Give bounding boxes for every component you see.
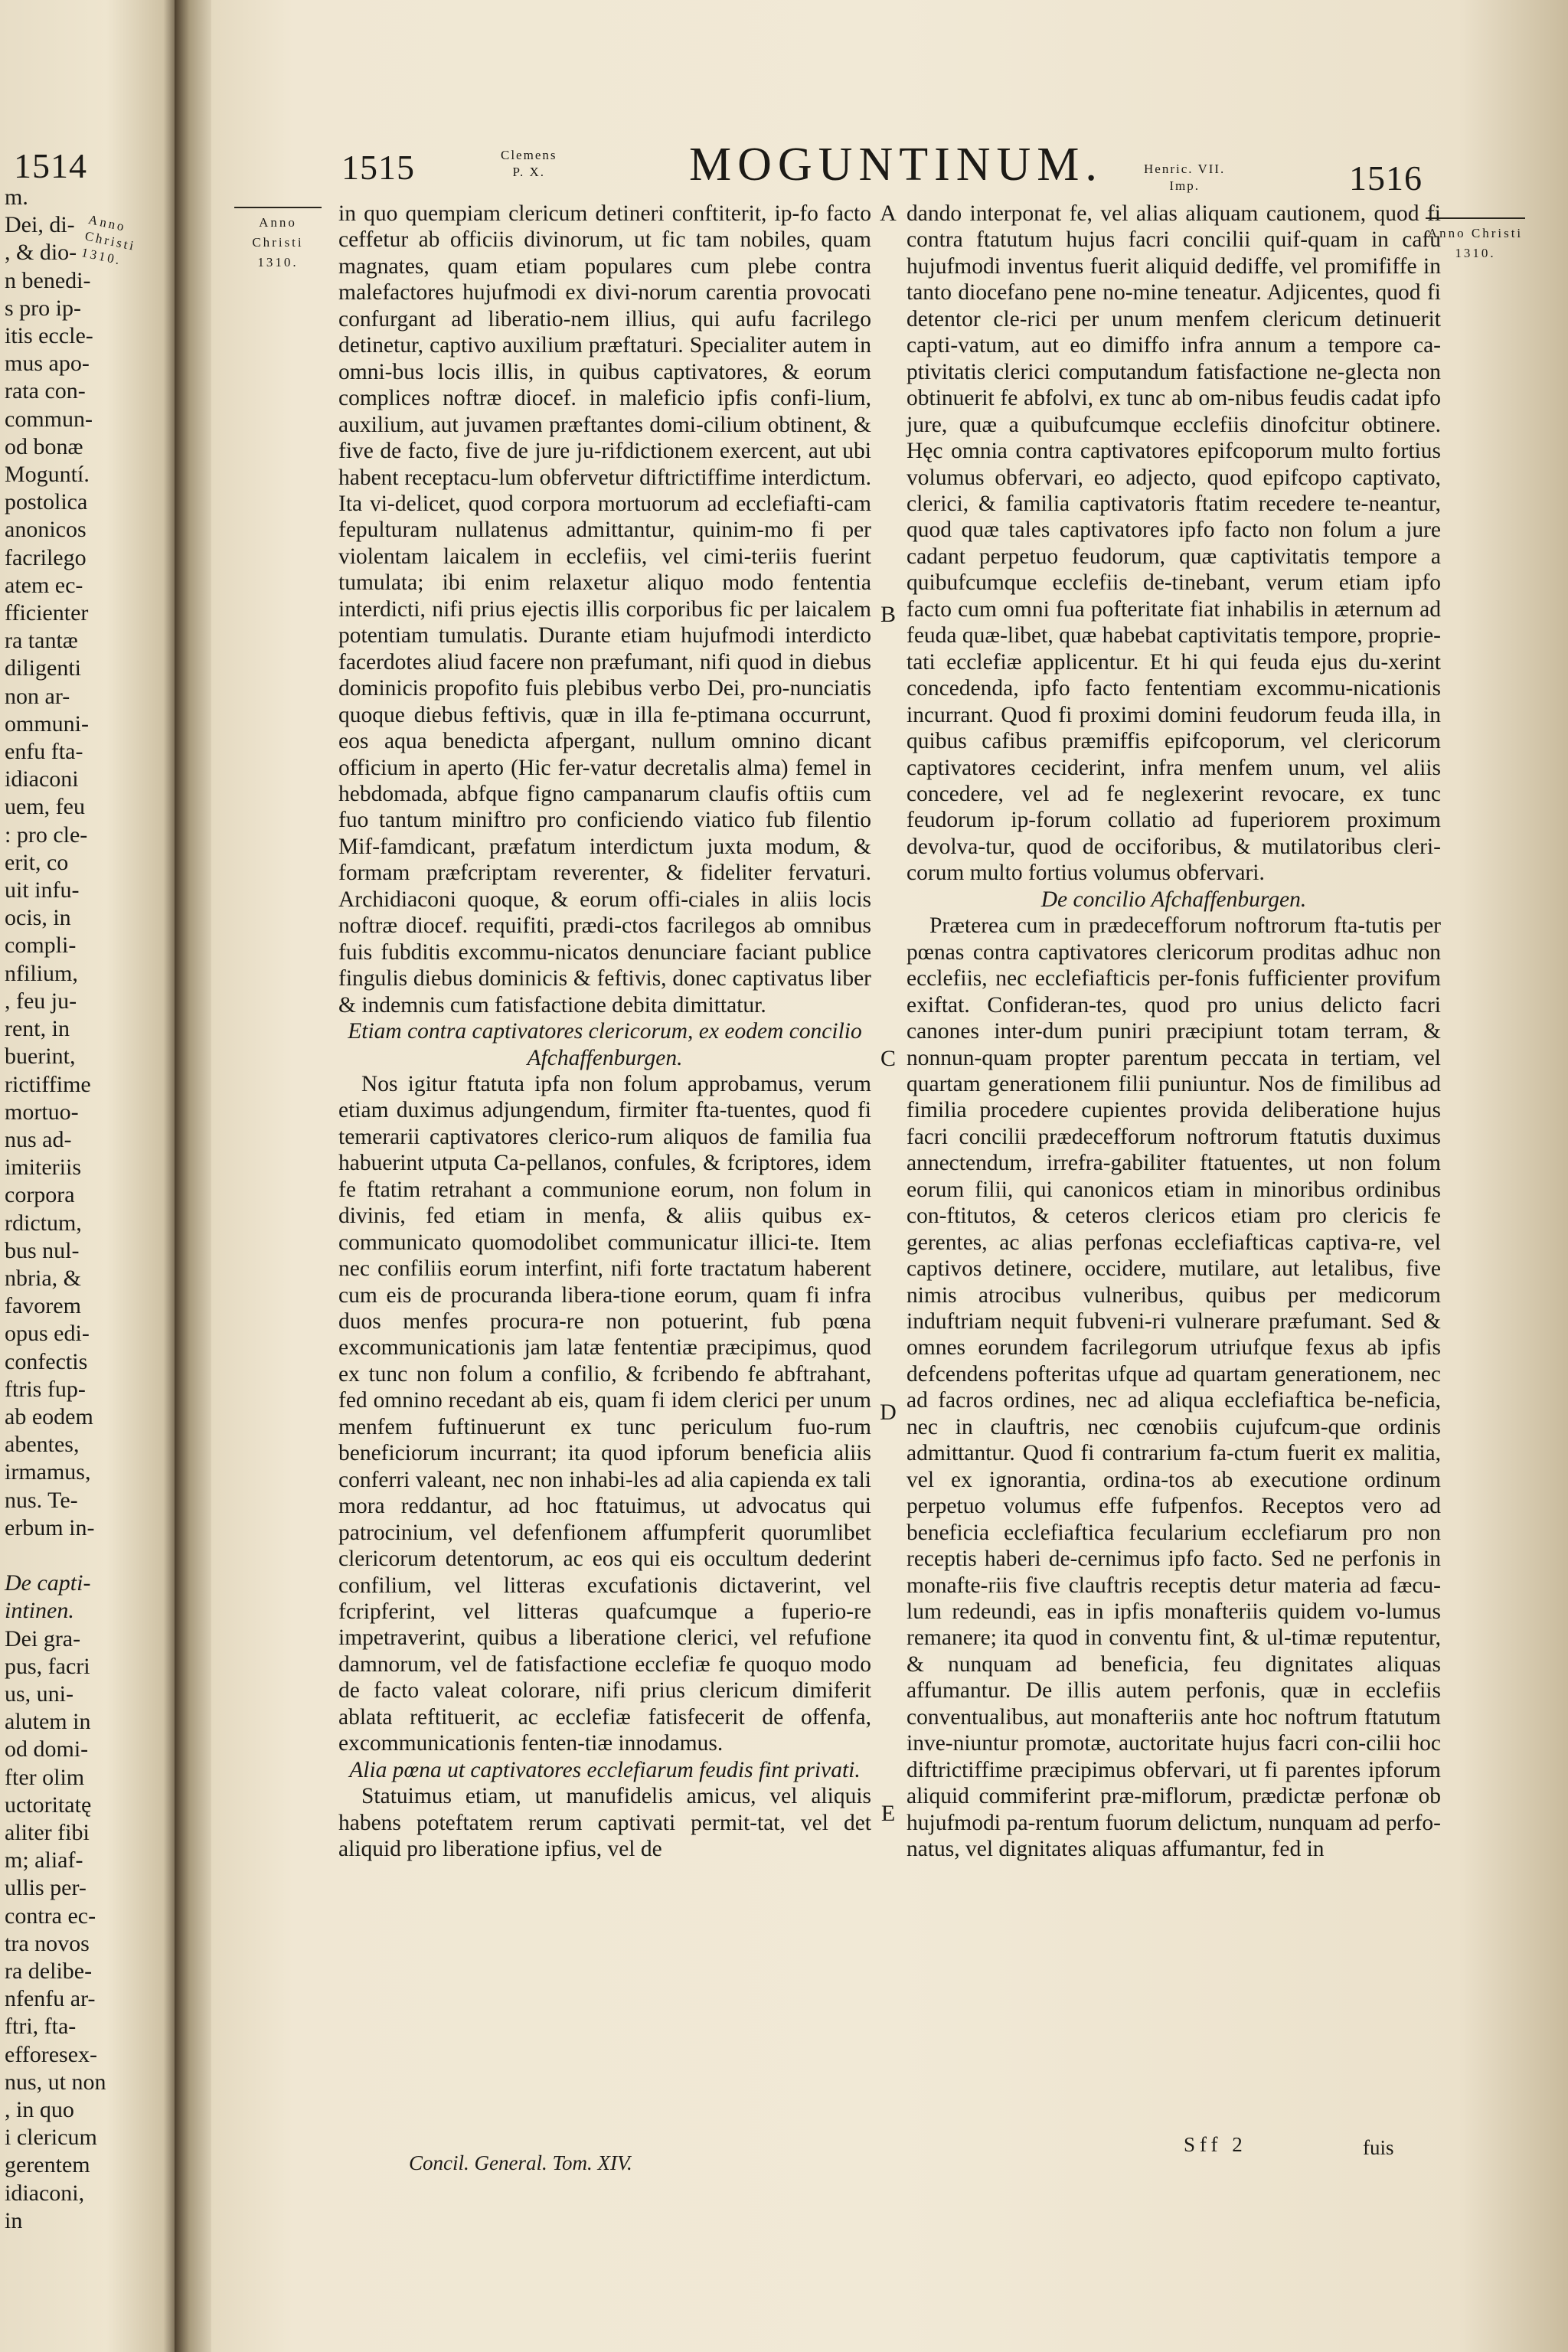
section-letter-d: D — [880, 1400, 897, 1425]
left-page-line: m. — [5, 185, 28, 210]
section-letter-b: B — [880, 602, 896, 627]
text-column-right — [906, 201, 1441, 1863]
left-page-margin-note: Anno Christi 1310. — [80, 211, 138, 268]
left-page-line: ftris fup- — [5, 1376, 86, 1402]
left-page-line: in — [5, 2207, 23, 2233]
left-page-line: compli- — [5, 933, 77, 959]
left-page-line: ab eodem — [5, 1403, 93, 1429]
emperor-name: Henric. VII. — [1144, 162, 1226, 176]
left-page-line: s pro ip- — [5, 295, 81, 321]
left-page-line: idiaconi — [5, 766, 79, 792]
left-page-line: , & dio- — [5, 240, 77, 266]
left-page-line: , feu ju- — [5, 988, 77, 1014]
left-page-line — [5, 1542, 93, 1570]
paragraph: Statuimus etiam, ut manufidelis amicus, vel aliquis habens poteftatem rerum captivati permit-tat, vel det aliquid pro liberatione ipfius, vel de — [338, 1784, 871, 1862]
left-page-line: Dei, di- — [5, 212, 75, 238]
right-page — [211, 0, 1568, 2352]
left-page-line: uctoritatę — [5, 1792, 92, 1818]
left-page-line: idiaconi, — [5, 2180, 85, 2206]
margin-note-left: Anno Christi 1310. — [234, 207, 322, 273]
left-page-line: contra ec- — [5, 1903, 96, 1929]
left-page-line: irmamus, — [5, 1459, 91, 1485]
left-page-line: aliter fibi — [5, 1819, 90, 1845]
left-page-line: fficienter — [5, 600, 89, 626]
left-page-line: imiteriis — [5, 1155, 81, 1181]
paragraph: in quo quempiam clericum detineri conftiterit, ip-fo facto ceffetur ab officiis divinorum, ut fic tam nobiles, quam magnates, quam etiam populares cum plebe contra malefactores hujufmodi ex divi-norum carentia provocati confurgant ad liberatio-nem illius, qui aufu facrilego detinetur, captivo auxilium præftaturi. Specialiter autem in omni-bus locis illis, in quibus captivatores, & eorum complices noftræ diocef. in maleficio ipfis confi-lium, auxilium, aut juvamen præftantes domi-cilium obtinent, & five de facto, five de jure ju-rifdictionem exercent, aut ubi habent receptacu-lum obfervetur diftrictiffime interdictum. Ita vi-delicet, quod corpora mortuorum ad ecclefiafti-cam fepulturam nullatenus admittantur, quinim-mo fi per violentam laicalem in ecclefiis, vel cimi-teriis fuerint tumulata; ibi enim relaxetur aliquo modo fententia interdicti, nifi prius ejectis illis corporibus fic per laicalem potentiam tumulatis. Durante etiam hujufmodi interdicto facerdotes aliud facere non præfumant, nifi quod in diebus dominicis propofito fuis plebibus verbo Dei, pro-nunciatis quoque diebus feftivis, quæ in illa fe-ptimana occurrunt, eos aqua benedicta afpergant, nullum omnino dicant officium in aperto (Hic fer-vatur decretalis alma) femel in hebdomada, abfque figno campanarum claufis oftiis cum fuo tantum miniftro pro conficiendo viatico fub filentio Mif-famdicant, præfatum interdictum juxta modum, & formam præfcriptam reverenter, & fideliter fervaturi. Archidiaconi quoque, & eorum offi-ciales in aliis locis noftræ diocef. requifiti, prædi-ctos facrilegos ab omnibus fuis fubditis excommu-nicatos denunciare faciant publice fingulis diebus dominicis & feftivis, donec captivatus liber & indemnis cum fatisfactione debita dimittatur. — [338, 201, 871, 1018]
left-page-line: itis eccle- — [5, 323, 93, 349]
left-page-line: n benedi- — [5, 267, 91, 293]
paragraph: dando interponat fe, vel alias aliquam cautionem, quod fi contra ftatutum hujus facri concilii quif-quam in cafu hujufmodi inventus fuerit aliquid dediffe, vel promififfe in tanto diocefano pene no-mine teneatur. Adjicentes, quod fi detentor cle-rici per unum menfem clericum detinuerit capti-vatum, aut eo dimiffo infra annum a tempore ca-ptivitatis clerici computandum fatisfactione ne-glecta non obtinuerit fe abfolvi, ex tunc ab om-nibus feudis cadat ipfo jure, quæ a quibufcumque ecclefiis dinofcitur obtinere. Hęc omnia contra captivatores epifcoporum multo fortius volumus obfervari, eo adjecto, quod epifcopo captivato, clerici, & familia captivatoris ftatim recedere te-neantur, quod quæ tales captivatores ipfo facto non folum a jure cadant perpetuo feudorum, quæ captivitatis tempore a quibufcumque ecclefiis de-tinebant, verum etiam ipfo facto cum omni fua pofteritate fiat inhabilis in æternum ad feuda quæ-libet, quæ habebat captivitatis tempore, proprie-tati ecclefiæ applicentur. Et hi qui feuda ejus du-xerint concedenda, ipfo facto fententiam excommu-nicationis incurrant. Quod fi proximi domini feudorum feuda illa, in quibus cafibus præmiffis epifcoporum, vel clericorum captivatores ceciderint, infra menfem unum, vel aliis concedere, vel ad fe neglexerint revocare, ex tunc feudorum ip-forum collatio ad fuperiorem proximum devolva-tur, quod de occiforibus, & mutilatoribus cleri-corum multo fortius volumus obfervari. — [906, 201, 1441, 886]
section-heading: De concilio Afchaffenburgen. — [1040, 887, 1307, 912]
left-page-line: uem, feu — [5, 794, 85, 820]
left-page-line: commun- — [5, 406, 93, 432]
footer-catchword: fuis — [1363, 2136, 1394, 2159]
left-page-line: rent, in — [5, 1016, 70, 1042]
left-page-line: favorem — [5, 1293, 81, 1319]
text-column-left — [338, 201, 871, 1863]
section-letter-e: E — [880, 1801, 896, 1826]
emperor-title: Imp. — [1169, 178, 1200, 193]
left-page-line: ra delibe- — [5, 1958, 93, 1984]
left-page-line: fter olim — [5, 1764, 85, 1790]
left-page-line: intinen. — [5, 1598, 74, 1624]
paragraph: Præterea cum in prædecefforum noftrorum fta-tutis per pœnas contra captivatores clericorum proditas adhuc non ecclefiis, nec ecclefiafticis per-fonis fufficienter provifum exiftat. Confideran-tes, quod pro unius delicto facri canones inter-dum puniri præcipiunt totam terram, & nonnun-quam propter parentum peccata in tertiam, vel quartam generationem filii puniuntur. Nos de fimilibus ad fimilia procedere cupientes provida deliberatione hujus facri concilii prædecefforum noftrorum ftatutis duximus annectendum, irrefra-gabiliter ftatuentes, ut non folum eorum filii, qui canonicos etiam in minoribus ordinibus con-ftitutos, & ceteros clericos etiam pro clericis fe gerentes, ac alias perfonas ecclefiafticas captiva-re, vel captivos detinere, occidere, mutilare, aut letalibus, five nimis atrocibus vulneribus, quibus per medicorum induftriam nequit fubveni-ri vulnerare præfumant. Sed & omnes eorundem facrilegorum utriufque fexus ab ipfis defcendens pofteritas ufque ad quartam generationem, nec ad facros ordines, nec ad aliqua ecclefiaftica be-neficia, nec in clauftris, nec cœnobiis cujufcum-que ordinis admittantur. Quod fi contrarium fa-ctum fuerit ex malitia, vel ex ignorantia, ordina-tos ab executione ordinum perpetuo volumus effe fufpenfos. Receptos vero ad beneficia ecclefiaftica fecularium ecclefiarum pro non receptis haberi de-cernimus ipfo facto. Sed ne perfonis in monafte-riis five clauftris receptis detur materia ad fæcu-lum redeundi, eas in ipfis monafteriis quidem vo-lumus remanere; ita quod in conventu fint, & ul-timæ reputentur, & nunquam ad beneficia, feu dignitates aliquas affumantur. De illis autem perfonis, quæ in ecclefiis conventualibus, aut monafteriis ante hoc noftrum ftatutum inve-niuntur promotæ, auctoritate hujus facri con-cilii hoc diftrictiffime præcipimus obfervari, ut fi parentes ipforum aliquid commiferint præ-miflorum, prædictæ perfonæ ob hujufmodi pa-rentum fuorum delictum, nunquam ad perfo-natus, vel dignitates aliquas affumantur, fed in — [906, 913, 1441, 1862]
left-page-line: gerentem — [5, 2152, 90, 2178]
left-page-line: pus, facri — [5, 1653, 90, 1679]
left-page-line: tra novos — [5, 1930, 90, 1956]
section-letter-a: A — [880, 201, 897, 226]
left-page-line: Dei gra- — [5, 1625, 81, 1651]
left-page-line: facrilego — [5, 544, 87, 570]
section-letter-c: C — [880, 1046, 896, 1071]
left-page-line: efforesex- — [5, 2041, 98, 2067]
left-page-line: od bonæ — [5, 433, 83, 459]
left-page-line: abentes, — [5, 1432, 80, 1458]
left-page-line: De capti- — [5, 1570, 91, 1596]
left-page-line: us, uni- — [5, 1681, 74, 1707]
left-page-line: , in quo — [5, 2097, 74, 2123]
left-page-line: m; aliaf- — [5, 1847, 83, 1873]
left-page-line: : pro cle- — [5, 822, 88, 848]
paragraph: Nos igitur ftatuta ipfa non folum approbamus, verum etiam duximus adjungendum, firmiter fta-tuentes, quod fi temerarii captivatores clerico-rum aliquos de familia fua habuerint utputa Ca-pellanos, confules, & fcriptores, idem fe ftatim retrahant a communione eorum, non folum in divinis, fed etiam in menfa, & aliis quibus ex-communicato quomodolibet communicatur illici-te. Item nec confiliis eorum interfint, nifi forte tractatum haberent cum eis de procuranda libera-tione eorum, quam fi infra duos menfes procura-re non potuerint, fub pœna excommunicationis jam latæ fententiæ præcipimus, quod ex tunc non folum a confilio, & fcribendo fe abftrahant, fed omnino recedant ab eis, quam fi idem clerici per unum menfem fuftinuerunt ex tunc periculum fuo-rum beneficiorum incurrant; ita quod ipforum beneficia aliis conferri valeant, nec non inhabi-les ad alia capienda ex tali mora reddantur, ad hoc ftatuimus, ut advocatus qui patrocinium, vel defenfionem affumpferit quorumlibet clericorum detentorum, ac eos qui eis occultum dederint confilium, vel litteras excufationis dictaverint, vel fcripferint, vel litteras quafcumque a fuperio-re impetraverint, quibus a liberatione clerici, vel refufione damnorum, vel de fatisfactione ecclefiæ fe quoquo modo de facto valeat colorare, nifi prius clericum dimiferit ablata reftituerit, ac ecclefiæ fatisfecerit de offenfa, excommunicationis fenten-tiæ innodamus. — [338, 1071, 871, 1756]
left-page-line: nus ad- — [5, 1126, 72, 1152]
left-page-line: uit infu- — [5, 877, 80, 903]
emperor-heading — [1144, 161, 1225, 194]
left-page-line: erit, co — [5, 849, 69, 875]
left-page-line: rata con- — [5, 378, 86, 404]
left-page-line: nus. Te- — [5, 1487, 78, 1513]
left-page-line: nbria, & — [5, 1265, 81, 1291]
left-page-line: ocis, in — [5, 905, 71, 931]
left-page-text — [5, 184, 106, 2235]
left-page-line: buerint, — [5, 1044, 76, 1070]
page-number-left: 1515 — [341, 148, 415, 187]
left-page-line: rdictum, — [5, 1210, 82, 1236]
left-page-line: atem ec- — [5, 572, 83, 598]
left-page-line: nfenfu ar- — [5, 1986, 96, 2012]
left-page-line: i clericum — [5, 2125, 97, 2151]
margin-note-right: Anno Christi 1310. — [1426, 217, 1525, 263]
pope-heading — [501, 147, 557, 181]
left-page — [0, 0, 178, 2352]
left-page-line: rictiffime — [5, 1071, 91, 1097]
left-page-line: non ar- — [5, 683, 70, 709]
left-page-line: bus nul- — [5, 1237, 80, 1263]
left-page-line: mus apo- — [5, 351, 90, 377]
left-page-line: od domi- — [5, 1736, 89, 1762]
left-page-line: alutem in — [5, 1709, 91, 1735]
left-page-line: diligenti — [5, 655, 81, 681]
pope-number: P. X. — [512, 165, 546, 179]
left-page-line: ftri, fta- — [5, 2014, 77, 2040]
footer-signature: Sff 2 — [1184, 2133, 1247, 2156]
page-number-right: 1516 — [1349, 158, 1423, 198]
left-page-line: ra tantæ — [5, 628, 78, 654]
left-page-line: nus, ut non — [5, 2069, 106, 2095]
left-page-line: mortuo- — [5, 1099, 79, 1125]
left-page-line: Moguntí. — [5, 462, 90, 488]
pope-name: Clemens — [501, 148, 557, 162]
left-page-number: 1514 — [14, 146, 87, 185]
section-heading: Etiam contra captivatores clericorum, ex eodem concilio Afchaffenburgen. — [348, 1019, 862, 1070]
left-page-line: anonicos — [5, 517, 87, 543]
left-page-line: opus edi- — [5, 1321, 90, 1347]
left-page-line: erbum in- — [5, 1514, 95, 1540]
left-page-line: confectis — [5, 1348, 88, 1374]
left-page-line: postolica — [5, 489, 88, 515]
left-page-line: nfilium, — [5, 960, 78, 986]
left-page-line: corpora — [5, 1182, 75, 1208]
left-page-line: ullis per- — [5, 1875, 87, 1901]
section-heading: Alia pœna ut captivatores ecclefiarum feudis fint privati. — [349, 1757, 861, 1782]
page-title: MOGUNTINUM. — [689, 139, 1103, 191]
left-page-line: ommuni- — [5, 710, 89, 737]
footer-volume: Concil. General. Tom. XIV. — [409, 2151, 632, 2174]
left-page-line: enfu fta- — [5, 739, 83, 765]
